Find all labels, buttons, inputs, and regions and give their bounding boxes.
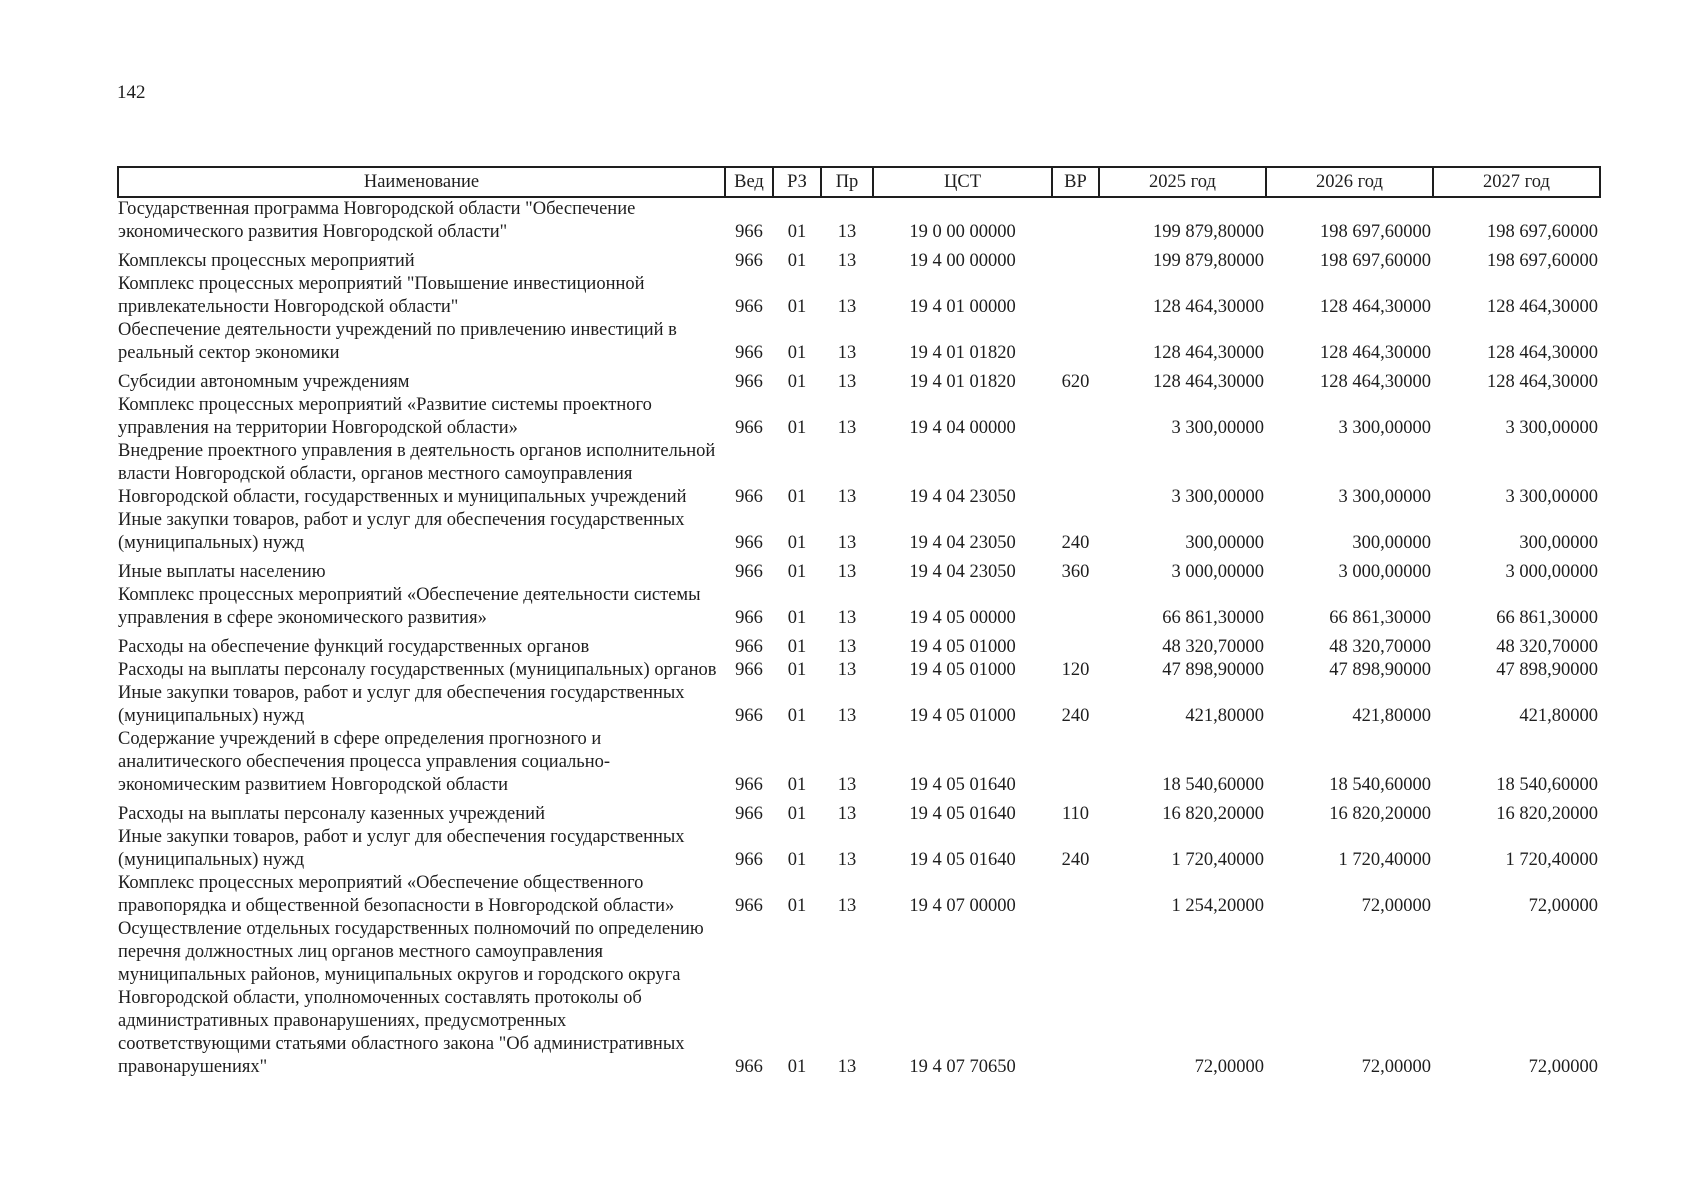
row-2025: 16 820,20000 bbox=[1162, 804, 1264, 824]
row-vr: 360 bbox=[1061, 562, 1090, 582]
row-2027: 1 720,40000 bbox=[1505, 850, 1598, 870]
row-2025: 128 464,30000 bbox=[1153, 343, 1264, 363]
header-pr: Пр bbox=[821, 167, 873, 197]
row-2025: 199 879,80000 bbox=[1153, 222, 1264, 242]
table-row bbox=[118, 826, 1600, 872]
row-pr: 13 bbox=[837, 487, 857, 507]
table-header-row bbox=[118, 167, 1600, 197]
row-2026: 18 540,60000 bbox=[1329, 775, 1431, 795]
row-rz: 01 bbox=[787, 372, 807, 392]
row-pr: 13 bbox=[837, 343, 857, 363]
row-cst: 19 4 05 01000 bbox=[909, 706, 1016, 726]
row-name: Комплекс процессных мероприятий «Обеспечение деятельности системы управления в сфере экономического развития» bbox=[118, 585, 701, 628]
row-ved: 966 bbox=[735, 562, 763, 582]
row-vr bbox=[1052, 394, 1099, 440]
table-row bbox=[118, 659, 1600, 682]
table-row bbox=[118, 319, 1600, 365]
row-2027: 66 861,30000 bbox=[1496, 608, 1598, 628]
row-vr: 620 bbox=[1061, 372, 1090, 392]
row-pr: 13 bbox=[837, 660, 857, 680]
table-row bbox=[118, 797, 1600, 826]
row-pr: 13 bbox=[837, 251, 857, 271]
row-vr bbox=[1052, 584, 1099, 630]
row-ved: 966 bbox=[735, 1057, 763, 1077]
row-cst: 19 4 04 23050 bbox=[909, 562, 1016, 582]
header-2025: 2025 год bbox=[1099, 167, 1266, 197]
row-name: Расходы на выплаты персоналу государственных (муниципальных) органов bbox=[118, 660, 717, 680]
header-vr: ВР bbox=[1052, 167, 1099, 197]
row-rz: 01 bbox=[787, 222, 807, 242]
row-ved: 966 bbox=[735, 297, 763, 317]
row-name: Содержание учреждений в сфере определения прогнозного и аналитического обеспечения процесса управления социально-экономическим развитием Новгородской области bbox=[118, 729, 611, 795]
row-2026: 72,00000 bbox=[1361, 1057, 1431, 1077]
row-vr bbox=[1052, 440, 1099, 509]
row-vr bbox=[1052, 918, 1099, 1079]
row-vr: 240 bbox=[1061, 850, 1090, 870]
row-2025: 3 000,00000 bbox=[1171, 562, 1264, 582]
row-2025: 1 254,20000 bbox=[1171, 896, 1264, 916]
row-2025: 3 300,00000 bbox=[1171, 487, 1264, 507]
row-rz: 01 bbox=[787, 562, 807, 582]
row-2026: 128 464,30000 bbox=[1320, 372, 1431, 392]
row-2026: 421,80000 bbox=[1352, 706, 1431, 726]
row-2026: 3 000,00000 bbox=[1338, 562, 1431, 582]
row-cst: 19 4 05 01640 bbox=[909, 775, 1016, 795]
row-pr: 13 bbox=[837, 896, 857, 916]
row-2025: 72,00000 bbox=[1194, 1057, 1264, 1077]
budget-table bbox=[117, 166, 1601, 1079]
header-name: Наименование bbox=[118, 167, 725, 197]
row-2027: 3 300,00000 bbox=[1505, 418, 1598, 438]
row-ved: 966 bbox=[735, 850, 763, 870]
row-rz: 01 bbox=[787, 706, 807, 726]
row-name: Расходы на выплаты персоналу казенных учреждений bbox=[118, 804, 545, 824]
row-pr: 13 bbox=[837, 222, 857, 242]
row-2027: 16 820,20000 bbox=[1496, 804, 1598, 824]
row-pr: 13 bbox=[837, 533, 857, 553]
row-ved: 966 bbox=[735, 418, 763, 438]
row-2027: 300,00000 bbox=[1519, 533, 1598, 553]
row-name: Комплексы процессных мероприятий bbox=[118, 251, 415, 271]
row-name: Иные закупки товаров, работ и услуг для обеспечения государственных (муниципальных) нужд bbox=[118, 510, 685, 553]
row-2025: 48 320,70000 bbox=[1162, 637, 1264, 657]
row-ved: 966 bbox=[735, 487, 763, 507]
row-name: Иные закупки товаров, работ и услуг для обеспечения государственных (муниципальных) нужд bbox=[118, 827, 685, 870]
row-name: Комплекс процессных мероприятий «Развитие системы проектного управления на территории Новгородской области» bbox=[118, 395, 652, 438]
table-row bbox=[118, 872, 1600, 918]
row-rz: 01 bbox=[787, 775, 807, 795]
row-2026: 72,00000 bbox=[1361, 896, 1431, 916]
row-rz: 01 bbox=[787, 804, 807, 824]
row-2027: 72,00000 bbox=[1528, 896, 1598, 916]
row-2025: 128 464,30000 bbox=[1153, 297, 1264, 317]
row-ved: 966 bbox=[735, 533, 763, 553]
row-ved: 966 bbox=[735, 343, 763, 363]
row-vr bbox=[1052, 630, 1099, 659]
table-row bbox=[118, 365, 1600, 394]
table-row bbox=[118, 197, 1600, 244]
row-cst: 19 4 04 23050 bbox=[909, 533, 1016, 553]
row-pr: 13 bbox=[837, 562, 857, 582]
row-vr bbox=[1052, 728, 1099, 797]
row-2025: 47 898,90000 bbox=[1162, 660, 1264, 680]
row-cst: 19 4 07 70650 bbox=[909, 1057, 1016, 1077]
row-2026: 128 464,30000 bbox=[1320, 343, 1431, 363]
row-ved: 966 bbox=[735, 660, 763, 680]
row-2025: 421,80000 bbox=[1185, 706, 1264, 726]
row-2027: 128 464,30000 bbox=[1487, 343, 1598, 363]
table-row bbox=[118, 728, 1600, 797]
row-2025: 66 861,30000 bbox=[1162, 608, 1264, 628]
table-row bbox=[118, 918, 1600, 1079]
row-cst: 19 4 01 01820 bbox=[909, 372, 1016, 392]
row-rz: 01 bbox=[787, 418, 807, 438]
row-name: Субсидии автономным учреждениям bbox=[118, 372, 410, 392]
table-row bbox=[118, 509, 1600, 555]
row-pr: 13 bbox=[837, 775, 857, 795]
row-2026: 48 320,70000 bbox=[1329, 637, 1431, 657]
row-2026: 1 720,40000 bbox=[1338, 850, 1431, 870]
row-pr: 13 bbox=[837, 804, 857, 824]
row-name: Государственная программа Новгородской области "Обеспечение экономического развития Новгородской области" bbox=[118, 199, 636, 242]
row-rz: 01 bbox=[787, 487, 807, 507]
row-2025: 3 300,00000 bbox=[1171, 418, 1264, 438]
row-vr: 240 bbox=[1061, 533, 1090, 553]
row-name: Комплекс процессных мероприятий "Повышение инвестиционной привлекательности Новгородской области" bbox=[118, 274, 645, 317]
row-vr: 120 bbox=[1061, 660, 1090, 680]
row-rz: 01 bbox=[787, 608, 807, 628]
header-2027: 2027 год bbox=[1433, 167, 1600, 197]
row-2027: 128 464,30000 bbox=[1487, 297, 1598, 317]
row-vr bbox=[1052, 273, 1099, 319]
row-rz: 01 bbox=[787, 896, 807, 916]
row-pr: 13 bbox=[837, 608, 857, 628]
row-cst: 19 4 05 01640 bbox=[909, 850, 1016, 870]
table-row bbox=[118, 584, 1600, 630]
header-rz: РЗ bbox=[773, 167, 821, 197]
row-ved: 966 bbox=[735, 706, 763, 726]
row-cst: 19 0 00 00000 bbox=[909, 222, 1016, 242]
row-2026: 66 861,30000 bbox=[1329, 608, 1431, 628]
row-2027: 128 464,30000 bbox=[1487, 372, 1598, 392]
row-2025: 300,00000 bbox=[1185, 533, 1264, 553]
row-pr: 13 bbox=[837, 850, 857, 870]
row-2025: 18 540,60000 bbox=[1162, 775, 1264, 795]
row-name: Осуществление отдельных государственных полномочий по определению перечня должностных лиц органов местного самоуправления муниципальных районов, муниципальных округов и городского округа Новгородской области, уполномоченных составлять протоколы об административных правонарушениях, предусмотренных соответствующими статьями областного закона "Об административных правонарушениях" bbox=[118, 919, 704, 1077]
row-name: Комплекс процессных мероприятий «Обеспечение общественного правопорядка и общественной безопасности в Новгородской области» bbox=[118, 873, 675, 916]
row-2026: 16 820,20000 bbox=[1329, 804, 1431, 824]
header-2026: 2026 год bbox=[1266, 167, 1433, 197]
header-ved: Вед bbox=[725, 167, 773, 197]
row-ved: 966 bbox=[735, 251, 763, 271]
row-rz: 01 bbox=[787, 533, 807, 553]
table-row bbox=[118, 244, 1600, 273]
row-vr bbox=[1052, 319, 1099, 365]
row-2026: 198 697,60000 bbox=[1320, 251, 1431, 271]
row-cst: 19 4 05 01640 bbox=[909, 804, 1016, 824]
row-vr: 110 bbox=[1061, 804, 1090, 824]
row-rz: 01 bbox=[787, 850, 807, 870]
row-cst: 19 4 04 00000 bbox=[909, 418, 1016, 438]
row-pr: 13 bbox=[837, 297, 857, 317]
table-row bbox=[118, 630, 1600, 659]
row-name: Внедрение проектного управления в деятельность органов исполнительной власти Новгородской области, органов местного самоуправления Новгородской области, государственных и муниципальных учреждений bbox=[118, 441, 716, 507]
row-2026: 300,00000 bbox=[1352, 533, 1431, 553]
row-cst: 19 4 07 00000 bbox=[909, 896, 1016, 916]
row-name: Иные выплаты населению bbox=[118, 562, 326, 582]
row-cst: 19 4 00 00000 bbox=[909, 251, 1016, 271]
row-name: Обеспечение деятельности учреждений по привлечению инвестиций в реальный сектор экономики bbox=[118, 320, 677, 363]
row-2026: 198 697,60000 bbox=[1320, 222, 1431, 242]
row-2026: 47 898,90000 bbox=[1329, 660, 1431, 680]
row-2027: 48 320,70000 bbox=[1496, 637, 1598, 657]
row-2025: 128 464,30000 bbox=[1153, 372, 1264, 392]
row-2027: 198 697,60000 bbox=[1487, 251, 1598, 271]
row-pr: 13 bbox=[837, 1057, 857, 1077]
table-row bbox=[118, 394, 1600, 440]
row-ved: 966 bbox=[735, 637, 763, 657]
table-row bbox=[118, 555, 1600, 584]
row-2026: 128 464,30000 bbox=[1320, 297, 1431, 317]
row-2027: 198 697,60000 bbox=[1487, 222, 1598, 242]
row-name: Иные закупки товаров, работ и услуг для обеспечения государственных (муниципальных) нужд bbox=[118, 683, 685, 726]
row-rz: 01 bbox=[787, 297, 807, 317]
row-ved: 966 bbox=[735, 608, 763, 628]
table-row bbox=[118, 682, 1600, 728]
row-pr: 13 bbox=[837, 706, 857, 726]
row-cst: 19 4 05 01000 bbox=[909, 637, 1016, 657]
row-ved: 966 bbox=[735, 775, 763, 795]
row-2027: 47 898,90000 bbox=[1496, 660, 1598, 680]
row-name: Расходы на обеспечение функций государственных органов bbox=[118, 637, 590, 657]
row-2027: 3 000,00000 bbox=[1505, 562, 1598, 582]
row-pr: 13 bbox=[837, 418, 857, 438]
row-rz: 01 bbox=[787, 251, 807, 271]
row-cst: 19 4 01 01820 bbox=[909, 343, 1016, 363]
row-2025: 199 879,80000 bbox=[1153, 251, 1264, 271]
header-cst: ЦСТ bbox=[873, 167, 1052, 197]
row-2026: 3 300,00000 bbox=[1338, 418, 1431, 438]
row-ved: 966 bbox=[735, 222, 763, 242]
row-2026: 3 300,00000 bbox=[1338, 487, 1431, 507]
row-ved: 966 bbox=[735, 896, 763, 916]
row-pr: 13 bbox=[837, 637, 857, 657]
row-ved: 966 bbox=[735, 804, 763, 824]
table-row bbox=[118, 273, 1600, 319]
row-vr bbox=[1052, 872, 1099, 918]
row-vr: 240 bbox=[1061, 706, 1090, 726]
row-vr bbox=[1052, 244, 1099, 273]
row-2027: 72,00000 bbox=[1528, 1057, 1598, 1077]
row-cst: 19 4 05 01000 bbox=[909, 660, 1016, 680]
row-2025: 1 720,40000 bbox=[1171, 850, 1264, 870]
page-number: 142 bbox=[117, 82, 146, 103]
row-pr: 13 bbox=[837, 372, 857, 392]
row-rz: 01 bbox=[787, 660, 807, 680]
row-cst: 19 4 04 23050 bbox=[909, 487, 1016, 507]
row-2027: 3 300,00000 bbox=[1505, 487, 1598, 507]
row-ved: 966 bbox=[735, 372, 763, 392]
row-rz: 01 bbox=[787, 637, 807, 657]
row-cst: 19 4 05 00000 bbox=[909, 608, 1016, 628]
row-vr bbox=[1052, 197, 1099, 244]
table-row bbox=[118, 440, 1600, 509]
row-rz: 01 bbox=[787, 343, 807, 363]
row-2027: 421,80000 bbox=[1519, 706, 1598, 726]
row-2027: 18 540,60000 bbox=[1496, 775, 1598, 795]
row-rz: 01 bbox=[787, 1057, 807, 1077]
row-cst: 19 4 01 00000 bbox=[909, 297, 1016, 317]
